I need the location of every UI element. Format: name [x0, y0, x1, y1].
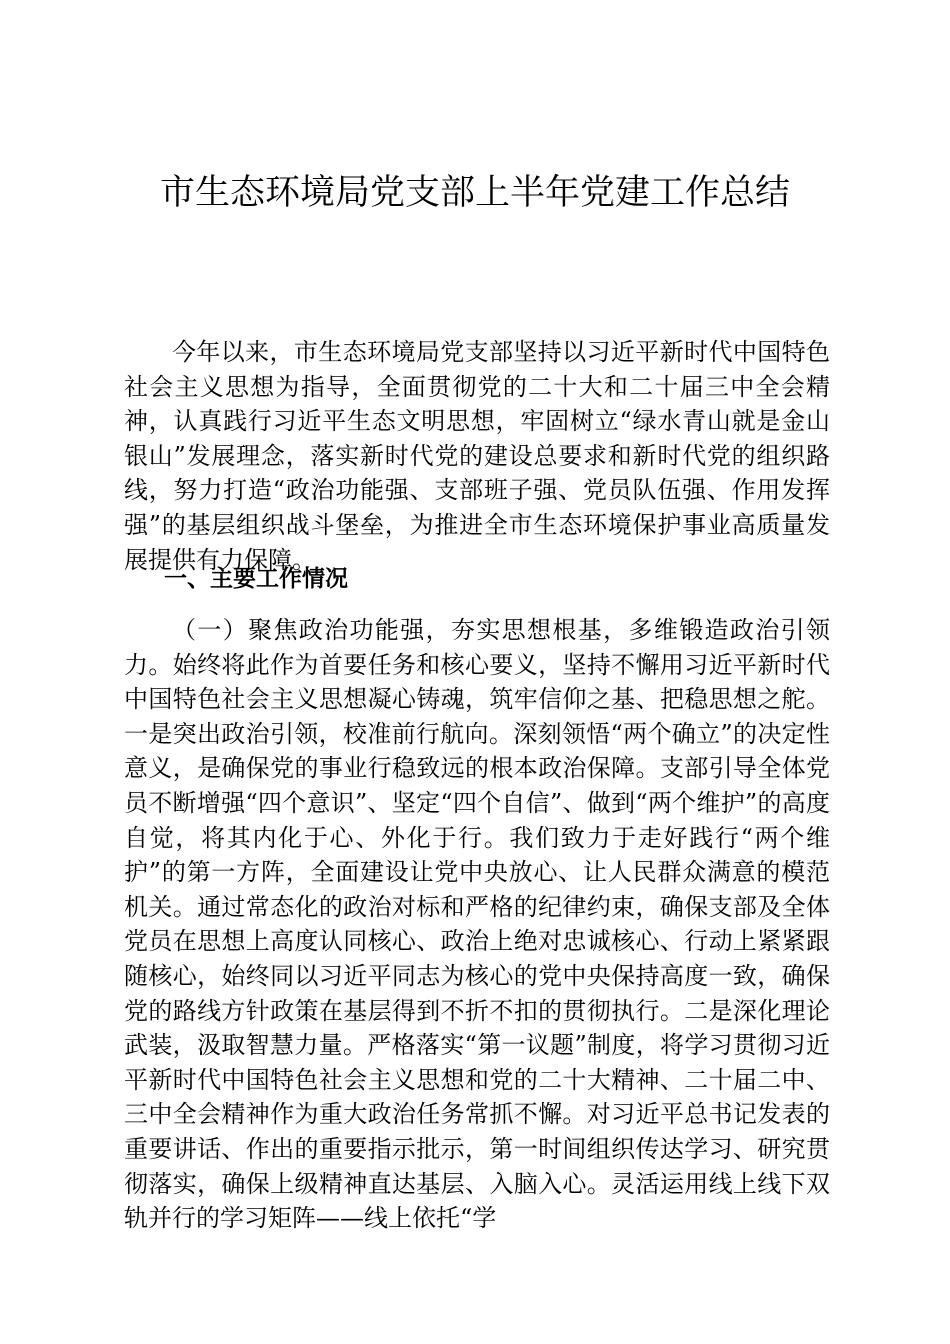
document-title: 市生态环境局党支部上半年党建工作总结	[159, 173, 790, 213]
section-heading: 一、主要工作情况	[164, 566, 348, 592]
section-paragraph: （一）聚焦政治功能强，夯实思想根基，多维锻造政治引领力。始终将此作为首要任务和核心要义，坚持不懈用习近平新时代中国特色社会主义思想凝心铸魂，筑牢信仰之基、把稳思想之舵。一是突出政治引领，校准前行航向。深刻领悟“两个确立”的决定性意义，是确保党的事业行稳致远的根本政治保障。支部引导全体党员不断增强“四个意识”、坚定“四个自信”、做到“两个维护”的高度自觉，将其内化于心、外化于行。我们致力于走好践行“两个维护”的第一方阵，全面建设让党中央放心、让人民群众满意的模范机关。通过常态化的政治对标和严格的纪律约束，确保支部及全体党员在思想上高度认同核心、政治上绝对忠诚核心、行动上紧紧跟随核心，始终同以习近平同志为核心的党中央保持高度一致，确保党的路线方针政策在基层得到不折不扣的贯彻执行。二是深化理论武装，汲取智慧力量。严格落实“第一议题”制度，将学习贯彻习近平新时代中国特色社会主义思想和党的二十大精神、二十届二中、三中全会精神作为重大政治任务常抓不懈。对习近平总书记发表的重要讲话、作出的重要指示批示，第一时间组织传达学习、研究贯彻落实，确保上级精神直达基层、入脑入心。灵活运用线上线下双轨并行的学习矩阵——线上依托“学	[124, 616, 830, 1233]
intro-paragraph: 今年以来，市生态环境局党支部坚持以习近平新时代中国特色社会主义思想为指导，全面贯彻党的二十大和二十届三中全会精神，认真践行习近平生态文明思想，牢固树立“绿水青山就是金山银山”发展理念，落实新时代党的建设总要求和新时代党的组织路线，努力打造“政治功能强、支部班子强、党员队伍强、作用发挥强”的基层组织战斗堡垒，为推进全市生态环境保护事业高质量发展提供有力保障。	[124, 338, 830, 574]
